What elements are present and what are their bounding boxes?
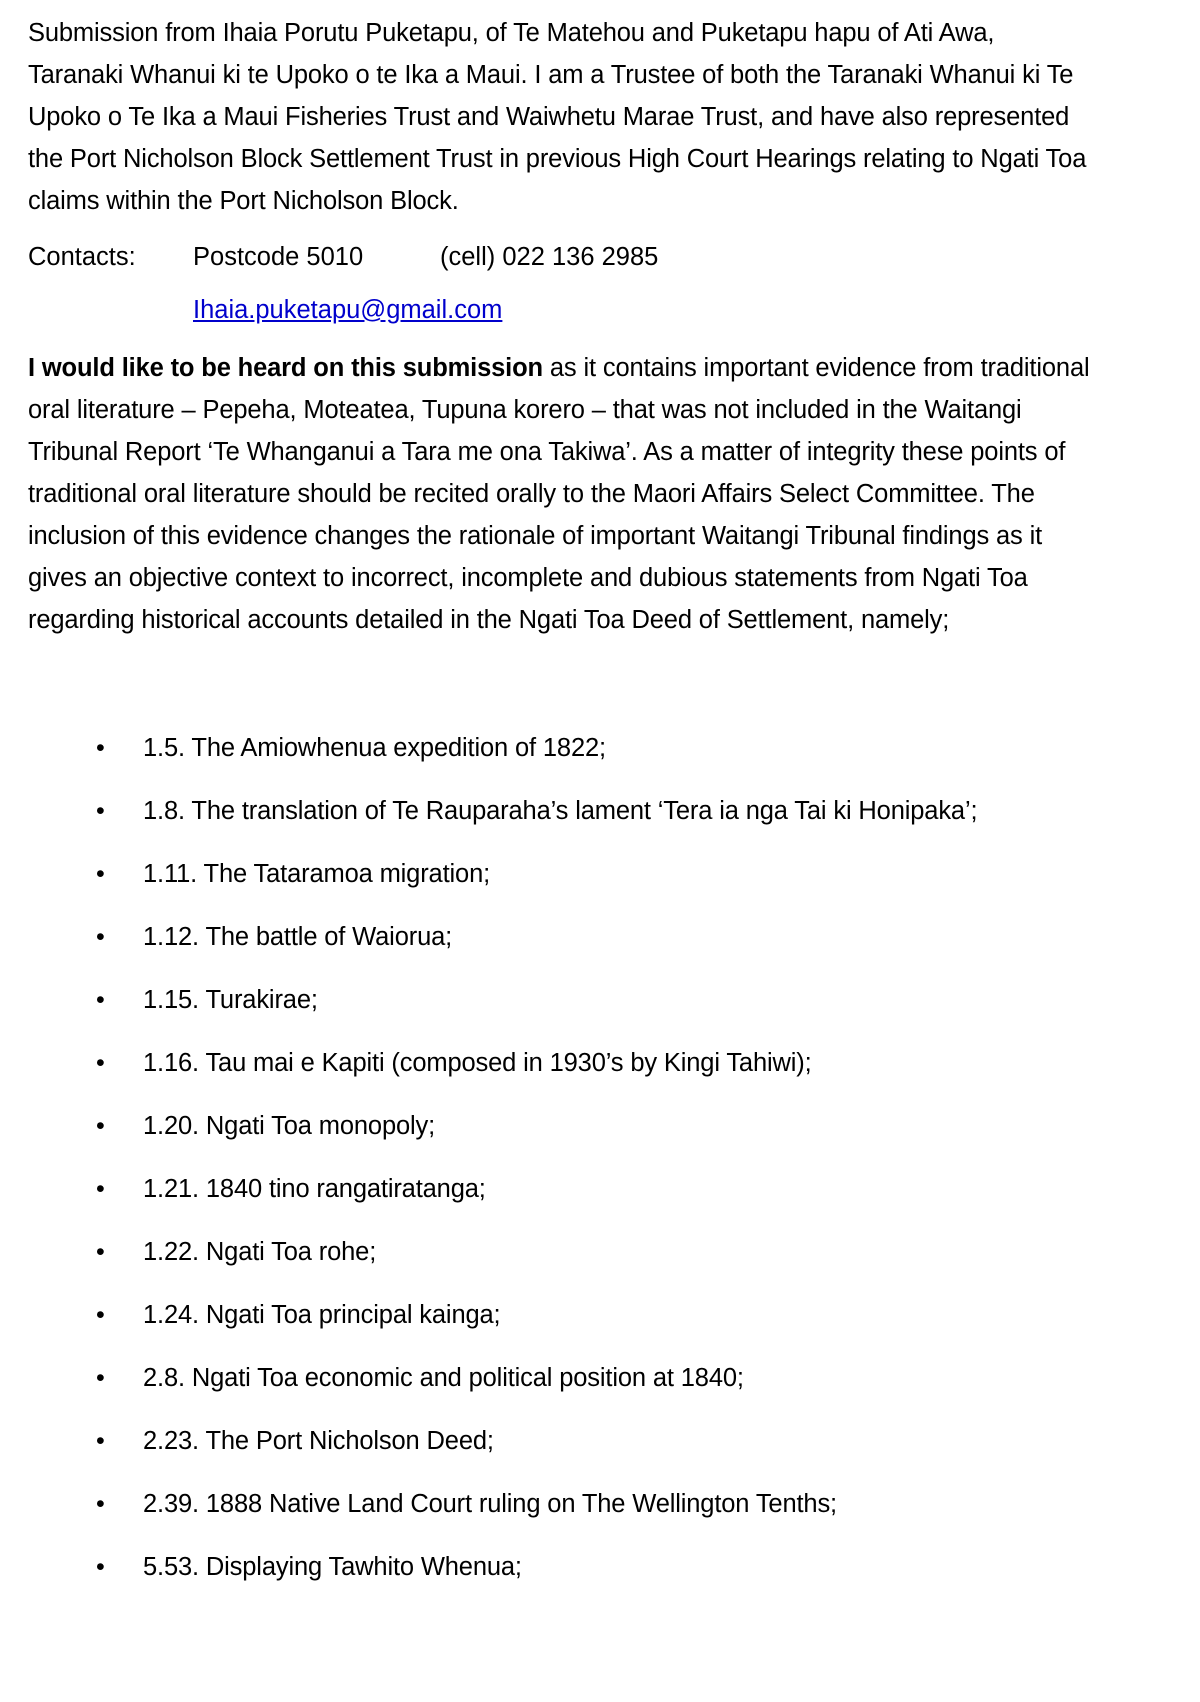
list-item <box>28 1552 1095 1582</box>
list-item-text: 2.8. Ngati Toa economic and political position at 1840; <box>143 1364 744 1392</box>
list-item-text: 1.5. The Amiowhenua expedition of 1822; <box>143 734 606 762</box>
list-item-text: 1.22. Ngati Toa rohe; <box>143 1238 377 1266</box>
bullet-dot-icon: • <box>96 986 105 1014</box>
bullet-dot-icon: • <box>96 923 105 951</box>
list-item <box>28 1426 1095 1456</box>
bullet-dot-icon: • <box>96 1490 105 1518</box>
bullet-dot-icon: • <box>96 1049 105 1077</box>
body-paragraph-rest: as it contains important evidence from traditional oral literature – Pepeha, Moteatea, Tupuna korero – that was not included in the Waitangi Tribunal Report ‘Te Whanganui a Tara me ona Takiwa’. As a matter of integrity these points of traditional oral literature should be recited orally to the Maori Affairs Select Committee. The inclusion of this evidence changes the rationale of important Waitangi Tribunal findings as it gives an objective context to incorrect, incomplete and dubious statements from Ngati Toa regarding historical accounts detailed in the Ngati Toa Deed of Settlement, namely; <box>28 354 1090 634</box>
list-item <box>28 1489 1095 1519</box>
list-item <box>28 1363 1095 1393</box>
submission-points-list <box>28 641 1095 1582</box>
list-item <box>28 1237 1095 1267</box>
list-item-text: 1.15. Turakirae; <box>143 986 318 1014</box>
bullet-dot-icon: • <box>96 1112 105 1140</box>
bullet-dot-icon: • <box>96 1238 105 1266</box>
intro-paragraph: Submission from Ihaia Porutu Puketapu, of Te Matehou and Puketapu hapu of Ati Awa, Taranaki Whanui ki te Upoko o te Ika a Maui. I am a Trustee of both the Taranaki Whanui ki Te Upoko o Te Ika a Maui Fisheries Trust and Waiwhetu Marae Trust, and have also represented the Port Nicholson Block Settlement Trust in previous High Court Hearings relating to Ngati Toa claims within the Port Nicholson Block. <box>28 19 1087 215</box>
list-item <box>28 733 1095 763</box>
contacts-label: Contacts: <box>28 243 136 271</box>
list-item-text: 1.21. 1840 tino rangatiratanga; <box>143 1175 486 1203</box>
list-item <box>28 1111 1095 1141</box>
list-item-text: 1.20. Ngati Toa monopoly; <box>143 1112 436 1140</box>
bullet-dot-icon: • <box>96 1301 105 1329</box>
list-item <box>28 1174 1095 1204</box>
list-item <box>28 985 1095 1015</box>
bullet-dot-icon: • <box>96 734 105 762</box>
contacts-postcode: Postcode 5010 <box>193 243 364 271</box>
list-item-text: 1.16. Tau mai e Kapiti (composed in 1930’s by Kingi Tahiwi); <box>143 1049 812 1077</box>
bullet-dot-icon: • <box>96 1553 105 1581</box>
list-item-text: 5.53. Displaying Tawhito Whenua; <box>143 1553 522 1581</box>
list-item-text: 1.24. Ngati Toa principal kainga; <box>143 1301 501 1329</box>
list-item <box>28 922 1095 952</box>
list-item-text: 2.23. The Port Nicholson Deed; <box>143 1427 494 1455</box>
list-item-text: 1.12. The battle of Waiorua; <box>143 923 453 951</box>
list-item <box>28 1048 1095 1078</box>
bullet-dot-icon: • <box>96 860 105 888</box>
list-item-text: 1.8. The translation of Te Rauparaha’s lament ‘Tera ia nga Tai ki Honipaka’; <box>143 797 978 825</box>
bullet-dot-icon: • <box>96 1427 105 1455</box>
contacts-line <box>28 222 1095 278</box>
list-item-text: 1.11. The Tataramoa migration; <box>143 860 491 888</box>
list-item-text: 2.39. 1888 Native Land Court ruling on The Wellington Tenths; <box>143 1490 837 1518</box>
body-paragraph <box>28 331 1095 641</box>
list-item <box>28 859 1095 889</box>
bullet-dot-icon: • <box>96 1364 105 1392</box>
email-link[interactable]: Ihaia.puketapu@gmail.com <box>193 296 503 324</box>
list-item <box>28 796 1095 826</box>
bullet-dot-icon: • <box>96 1175 105 1203</box>
list-item <box>28 1300 1095 1330</box>
body-paragraph-bold-lead: I would like to be heard on this submission <box>28 354 543 382</box>
contacts-cell: (cell) 022 136 2985 <box>440 243 659 271</box>
bullet-dot-icon: • <box>96 797 105 825</box>
contacts-email-line <box>28 278 1095 331</box>
